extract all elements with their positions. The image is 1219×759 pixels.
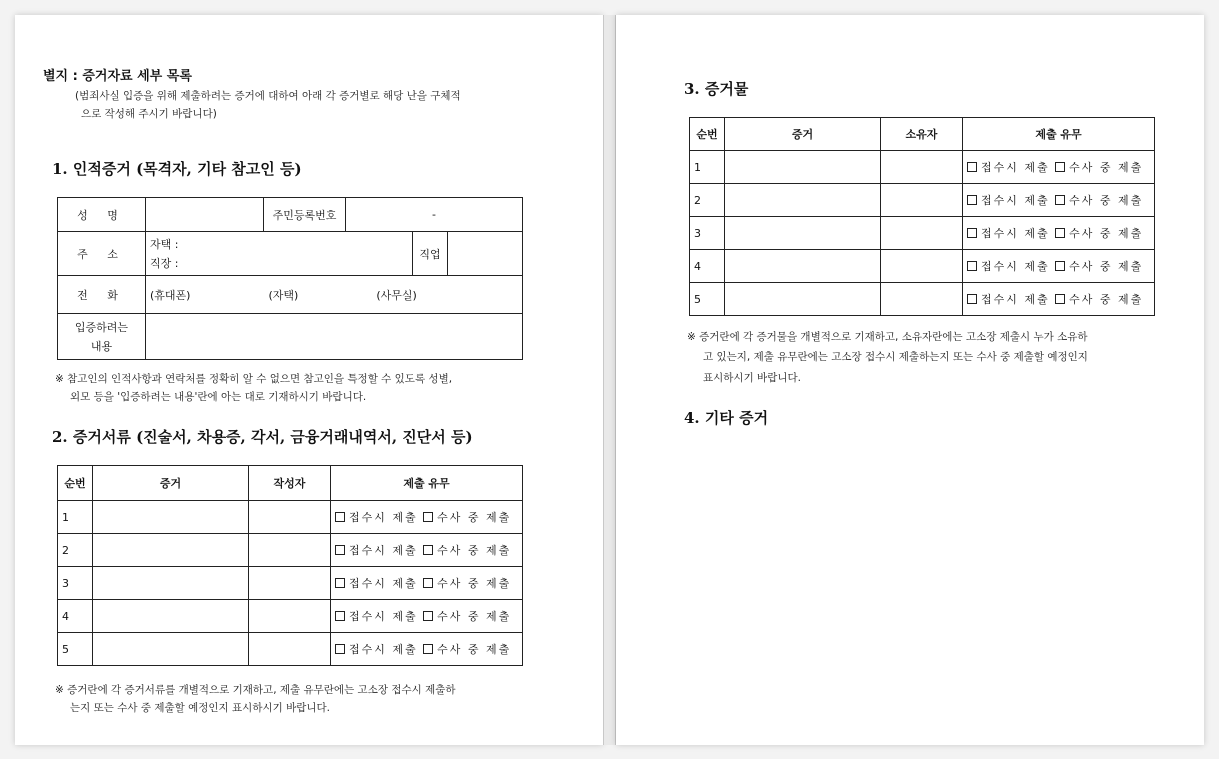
submission-cell (963, 217, 1155, 250)
work-address-label: 직장 : (150, 256, 179, 270)
row-number: 3 (58, 567, 93, 600)
section2-note-line2: 는지 또는 수사 중 제출할 예정인지 표시하시기 바랍니다. (70, 702, 330, 714)
col-header-submission: 제출 유무 (963, 118, 1155, 151)
address-label: 주 소 (58, 232, 146, 276)
checkbox-on-receipt[interactable] (967, 294, 977, 304)
col-header-no: 순번 (690, 118, 725, 151)
section2-heading: 2. 증거서류 (진술서, 차용증, 각서, 금융거래내역서, 진단서 등) (52, 428, 473, 446)
checkbox-on-receipt[interactable] (335, 512, 345, 522)
phone-label: 전 화 (58, 276, 146, 314)
intro-text-line2: 으로 작성해 주시기 바랍니다) (81, 108, 217, 120)
home-address-label: 자택 : (150, 237, 179, 251)
checkbox-on-receipt[interactable] (335, 644, 345, 654)
option-on-receipt-label: 접수시 제출 (349, 544, 418, 557)
option-during-investigation-label: 수사 중 제출 (437, 610, 512, 623)
section1-heading: 1. 인적증거 (목격자, 기타 참고인 등) (52, 160, 302, 178)
option-on-receipt-label: 접수시 제출 (981, 161, 1050, 174)
evidence-cell[interactable] (725, 184, 881, 217)
col-header-owner: 소유자 (881, 118, 963, 151)
submission-cell (331, 534, 523, 567)
submission-cell (963, 283, 1155, 316)
table-row (690, 217, 1155, 250)
documents-table (57, 465, 523, 666)
owner-cell[interactable] (881, 250, 963, 283)
option-during-investigation-label: 수사 중 제출 (437, 643, 512, 656)
row-number: 2 (58, 534, 93, 567)
evidence-cell[interactable] (725, 250, 881, 283)
col-header-submission: 제출 유무 (331, 466, 523, 501)
name-label: 성 명 (58, 198, 146, 232)
option-during-investigation-label: 수사 중 제출 (1069, 194, 1144, 207)
row-number: 5 (690, 283, 725, 316)
office-label: (사무실) (376, 288, 417, 302)
submission-cell (963, 250, 1155, 283)
row-number: 4 (690, 250, 725, 283)
home-phone-label: (자택) (268, 288, 299, 302)
table-row (58, 600, 523, 633)
submission-cell (963, 184, 1155, 217)
option-on-receipt-label: 접수시 제출 (349, 511, 418, 524)
table-row (58, 567, 523, 600)
owner-cell[interactable] (881, 151, 963, 184)
rrn-label: 주민등록번호 (264, 198, 346, 232)
job-label: 직업 (413, 232, 448, 276)
attachment-title: 별지 : 증거자료 세부 목록 (43, 69, 192, 84)
checkbox-during-investigation[interactable] (1055, 228, 1065, 238)
option-during-investigation-label: 수사 중 제출 (437, 577, 512, 590)
mobile-label: (휴대폰) (150, 288, 191, 302)
evidence-cell[interactable] (725, 151, 881, 184)
submission-cell (331, 501, 523, 534)
witness-table (57, 197, 523, 360)
option-on-receipt-label: 접수시 제출 (349, 610, 418, 623)
checkbox-during-investigation[interactable] (423, 611, 433, 621)
submission-cell (331, 600, 523, 633)
option-on-receipt-label: 접수시 제출 (981, 260, 1050, 273)
option-during-investigation-label: 수사 중 제출 (1069, 293, 1144, 306)
checkbox-during-investigation[interactable] (423, 578, 433, 588)
section3-heading: 3. 증거물 (684, 80, 749, 98)
rrn-field[interactable]: - (346, 198, 523, 232)
option-during-investigation-label: 수사 중 제출 (1069, 227, 1144, 240)
col-header-evidence: 증거 (93, 466, 249, 501)
table-row (58, 633, 523, 666)
section1-note-line1: ※ 참고인의 인적사항과 연락처를 정확히 알 수 없으면 참고인을 특정할 수 있도록 성별, (55, 373, 453, 385)
author-cell[interactable] (249, 501, 331, 534)
evidence-cell[interactable] (725, 217, 881, 250)
submission-cell (331, 633, 523, 666)
author-cell[interactable] (249, 534, 331, 567)
author-cell[interactable] (249, 600, 331, 633)
evidence-cell[interactable] (93, 600, 249, 633)
checkbox-on-receipt[interactable] (967, 228, 977, 238)
proof-content-label (58, 314, 146, 360)
proof-content-field[interactable] (146, 314, 523, 360)
section3-note-line2: 고 있는지, 제출 유무란에는 고소장 접수시 제출하는지 또는 수사 중 제출할 예정인지 (703, 351, 1088, 363)
col-header-author: 작성자 (249, 466, 331, 501)
option-on-receipt-label: 접수시 제출 (349, 577, 418, 590)
table-row (690, 184, 1155, 217)
table-row (690, 283, 1155, 316)
evidence-cell[interactable] (93, 501, 249, 534)
table-row (690, 151, 1155, 184)
checkbox-during-investigation[interactable] (1055, 195, 1065, 205)
checkbox-during-investigation[interactable] (423, 644, 433, 654)
option-on-receipt-label: 접수시 제출 (981, 194, 1050, 207)
option-during-investigation-label: 수사 중 제출 (1069, 161, 1144, 174)
address-field[interactable] (146, 232, 413, 276)
right-page (616, 15, 1204, 745)
page-divider (603, 15, 616, 745)
col-header-evidence: 증거 (725, 118, 881, 151)
physical-evidence-table (689, 117, 1155, 316)
submission-cell (963, 151, 1155, 184)
option-during-investigation-label: 수사 중 제출 (437, 511, 512, 524)
checkbox-on-receipt[interactable] (967, 261, 977, 271)
row-number: 1 (58, 501, 93, 534)
evidence-cell[interactable] (93, 567, 249, 600)
proof-label-line2: 내용 (90, 339, 113, 353)
name-field[interactable] (146, 198, 264, 232)
checkbox-on-receipt[interactable] (335, 578, 345, 588)
option-during-investigation-label: 수사 중 제출 (1069, 260, 1144, 273)
checkbox-during-investigation[interactable] (423, 512, 433, 522)
checkbox-during-investigation[interactable] (1055, 162, 1065, 172)
owner-cell[interactable] (881, 217, 963, 250)
option-on-receipt-label: 접수시 제출 (349, 643, 418, 656)
option-on-receipt-label: 접수시 제출 (981, 293, 1050, 306)
section1-note-line2: 외모 등을 '입증하려는 내용'란에 아는 대로 기재하시기 바랍니다. (70, 391, 367, 403)
table-row (58, 534, 523, 567)
checkbox-on-receipt[interactable] (335, 545, 345, 555)
owner-cell[interactable] (881, 184, 963, 217)
section3-note-line1: ※ 증거란에 각 증거물을 개별적으로 기재하고, 소유자란에는 고소장 제출시 누가 소유하 (687, 331, 1088, 343)
row-number: 4 (58, 600, 93, 633)
section4-heading: 4. 기타 증거 (684, 409, 769, 427)
author-cell[interactable] (249, 633, 331, 666)
checkbox-on-receipt[interactable] (335, 611, 345, 621)
checkbox-during-investigation[interactable] (1055, 261, 1065, 271)
evidence-cell[interactable] (93, 534, 249, 567)
job-field[interactable] (448, 232, 523, 276)
section2-note-line1: ※ 증거란에 각 증거서류를 개별적으로 기재하고, 제출 유무란에는 고소장 접수시 제출하 (55, 684, 456, 696)
table-row (690, 250, 1155, 283)
option-on-receipt-label: 접수시 제출 (981, 227, 1050, 240)
checkbox-on-receipt[interactable] (967, 162, 977, 172)
row-number: 1 (690, 151, 725, 184)
col-header-no: 순번 (58, 466, 93, 501)
phone-field[interactable] (146, 276, 523, 314)
submission-cell (331, 567, 523, 600)
row-number: 3 (690, 217, 725, 250)
row-number: 5 (58, 633, 93, 666)
author-cell[interactable] (249, 567, 331, 600)
owner-cell[interactable] (881, 283, 963, 316)
section3-note-line3: 표시하시기 바랍니다. (703, 372, 801, 384)
evidence-cell[interactable] (725, 283, 881, 316)
evidence-cell[interactable] (93, 633, 249, 666)
checkbox-during-investigation[interactable] (423, 545, 433, 555)
checkbox-during-investigation[interactable] (1055, 294, 1065, 304)
table-row (58, 501, 523, 534)
proof-label-line1: 입증하려는 (74, 320, 129, 334)
row-number: 2 (690, 184, 725, 217)
intro-text-line1: (범죄사실 입증을 위해 제출하려는 증거에 대하여 아래 각 증거별로 해당 난을 구체적 (75, 90, 461, 102)
option-during-investigation-label: 수사 중 제출 (437, 544, 512, 557)
left-page (15, 15, 603, 745)
checkbox-on-receipt[interactable] (967, 195, 977, 205)
